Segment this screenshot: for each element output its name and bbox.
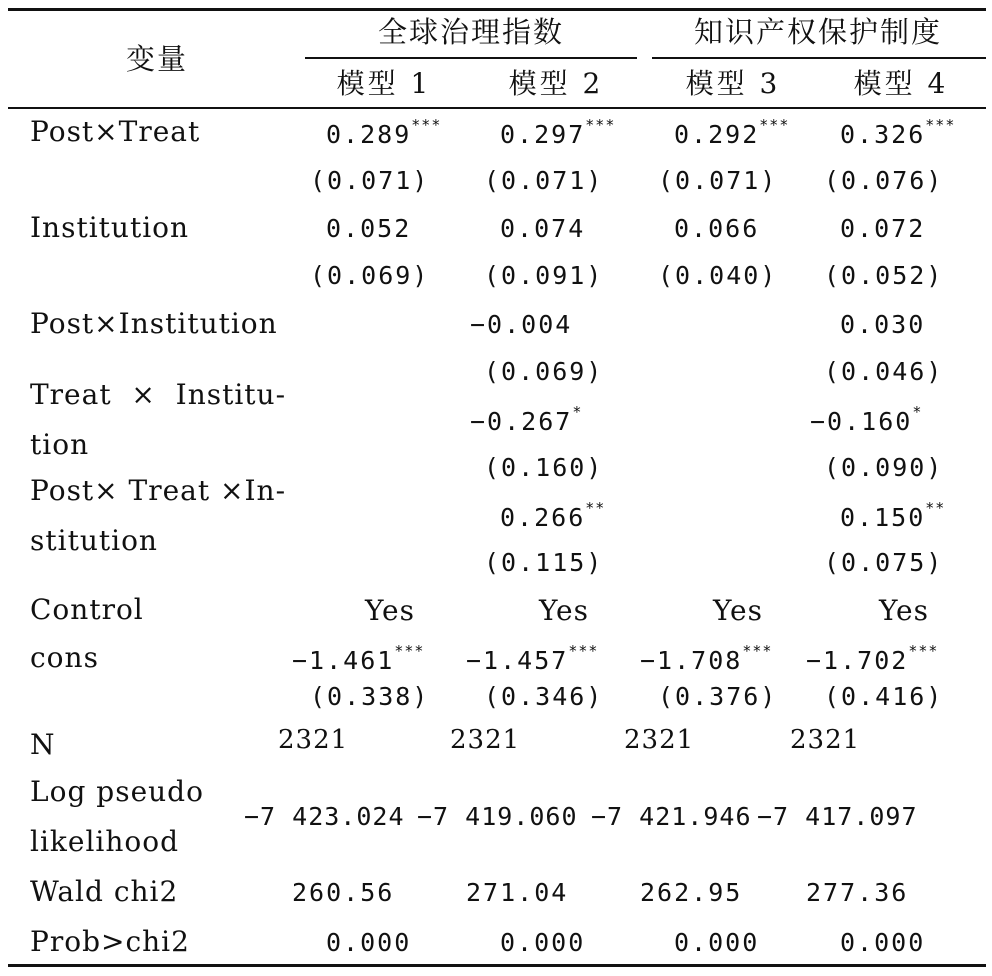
coef-cell: −1.461*** [292,642,425,675]
loglik-cell: −7 419.060 [417,802,578,831]
row-label-treat-institution-cont: tion [30,428,90,461]
se-cell: (0.040) [658,261,778,290]
coef-cell: 0.292*** [674,116,790,149]
n-cell: 2321 [790,725,861,755]
coef-cell: 0.030 [840,310,926,339]
row-label-log-pseudo-cont: likelihood [30,825,180,858]
control-cell: Yes [539,594,589,627]
se-cell: (0.091) [484,261,604,290]
coef-cell: 0.326*** [840,116,956,149]
loglik-cell: −7 417.097 [757,802,918,831]
row-label-institution: Institution [30,211,190,244]
n-cell: 2321 [624,725,695,755]
se-cell: (0.376) [658,682,778,711]
prob-cell: 0.000 [500,928,586,957]
row-label-post-institution: Post×Institution [30,307,278,340]
coef-cell: 0.266** [500,499,606,532]
control-cell: Yes [365,594,415,627]
se-cell: (0.346) [484,682,604,711]
se-cell: (0.052) [824,261,944,290]
row-label-cons: cons [30,641,99,674]
model2-header: 模型 2 [508,67,604,100]
coef-cell: 0.289*** [326,116,442,149]
group2-underline [652,57,986,59]
wald-cell: 262.95 [640,878,743,907]
n-cell: 2321 [278,725,349,755]
group1-underline [305,57,637,59]
coef-cell: 0.066 [674,214,760,243]
row-label-n: N [30,728,56,761]
wald-cell: 260.56 [292,878,395,907]
row-label-post-treat-institution-cont: stitution [30,524,158,557]
coef-cell: 0.074 [500,214,586,243]
row-label-post-treat-institution: Post× Treat ×In- [30,474,287,507]
prob-cell: 0.000 [674,928,760,957]
row-label-prob: Prob>chi2 [30,925,190,958]
model3-header: 模型 3 [685,67,781,100]
bottom-rule [8,964,986,967]
loglik-cell: −7 421.946 [591,802,752,831]
coef-cell: 0.052 [326,214,412,243]
coef-cell: −0.160* [810,403,923,436]
row-label-wald: Wald chi2 [30,875,179,908]
se-cell: (0.046) [824,357,944,386]
coef-cell: 0.297*** [500,116,616,149]
group2-header: 知识产权保护制度 [693,15,943,49]
se-cell: (0.069) [484,357,604,386]
coef-cell: −1.708*** [640,642,773,675]
header-rule [8,107,986,109]
row-label-post-treat: Post×Treat [30,115,201,148]
se-cell: (0.115) [484,548,604,577]
se-cell: (0.071) [310,166,430,195]
n-cell: 2321 [450,725,521,755]
coef-cell: 0.150** [840,499,946,532]
row-label-control: Control [30,593,144,626]
wald-cell: 271.04 [466,878,569,907]
top-rule [8,8,986,11]
model1-header: 模型 1 [336,67,432,100]
coef-cell: −0.267* [470,403,583,436]
loglik-cell: −7 423.024 [244,802,405,831]
coef-cell: 0.072 [840,214,926,243]
control-cell: Yes [879,594,929,627]
wald-cell: 277.36 [806,878,909,907]
se-cell: (0.075) [824,548,944,577]
se-cell: (0.338) [310,682,430,711]
se-cell: (0.076) [824,166,944,195]
prob-cell: 0.000 [326,928,412,957]
prob-cell: 0.000 [840,928,926,957]
coef-cell: −1.702*** [806,642,939,675]
se-cell: (0.071) [658,166,778,195]
model4-header: 模型 4 [853,67,949,100]
se-cell: (0.160) [484,453,604,482]
se-cell: (0.071) [484,166,604,195]
se-cell: (0.069) [310,261,430,290]
control-cell: Yes [713,594,763,627]
variable-header: 变量 [125,42,189,76]
se-cell: (0.090) [824,453,944,482]
coef-cell: −0.004 [470,310,573,339]
row-label-treat-institution: Treat × Institu- [30,378,287,411]
group1-header: 全球治理指数 [377,15,565,49]
se-cell: (0.416) [824,682,944,711]
coef-cell: −1.457*** [466,642,599,675]
row-label-log-pseudo: Log pseudo [30,775,204,808]
